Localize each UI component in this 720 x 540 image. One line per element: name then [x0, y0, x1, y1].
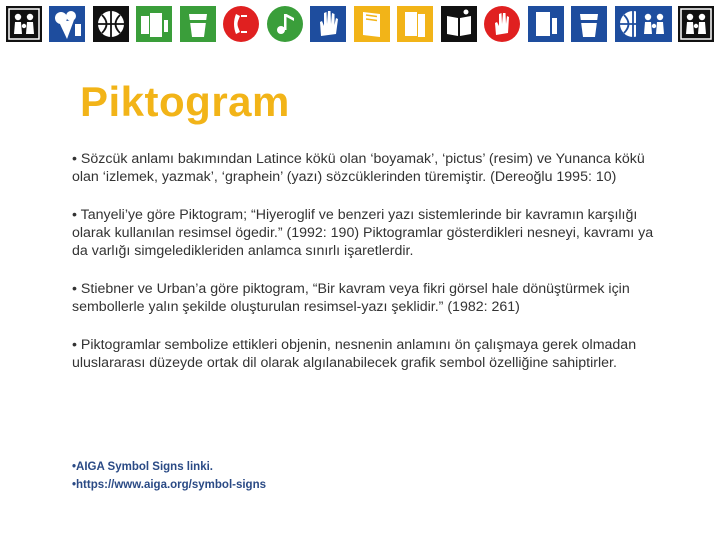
drink-cup-icon [180, 6, 216, 42]
aiga-link-label[interactable]: •AIGA Symbol Signs linki. [72, 461, 213, 473]
stop-hand-icon [310, 6, 346, 42]
bullet-item: • Sözcük anlamı bakımından Latince kökü olan ‘boyamak’, ‘pictus’ (resim) ve Yunanca kökü olan ‘izlemek, yazmak’, ‘graphein’ (yazı) sözcüklerinden türemiştir. (Dereoğlu 1995: 10) [72, 151, 645, 185]
drink-cup-icon [571, 6, 607, 42]
family-services-icon [636, 6, 672, 42]
book-icon [397, 6, 433, 42]
basketball-icon [93, 6, 129, 42]
page-title: Piktogram [80, 78, 290, 125]
reference-links [72, 458, 266, 494]
ice-cream-icon [49, 6, 85, 42]
phone-icon [223, 6, 259, 42]
family-services-icon [678, 6, 714, 42]
book-icon [354, 6, 390, 42]
family-services-icon [6, 6, 42, 42]
hand-pointer-icon [484, 6, 520, 42]
bullet-item: • Piktogramlar sembolize ettikleri objenin, nesnenin anlamını ön çalışmaya gerek olmadan uluslararası düzeyde ortak dil olarak algılanabilecek grafik sembol özelliğine sahiptirler. [72, 337, 637, 371]
tablet-icon [528, 6, 564, 42]
bullet-item: • Tanyeli’ye göre Piktogram; “Hiyeroglif ve benzeri yazı sistemlerinde bir kavramın karşılığı olarak kullanılan resimsel ögedir.” (1992: 190) Piktogramlar gösterdikleri nesneyi, kavramı ya da varlığı simgeledikleriden anlamca sınırlı işaretlerdir. [72, 207, 654, 259]
music-note-icon [267, 6, 303, 42]
pictogram-strip [6, 6, 714, 44]
bullet-list [72, 150, 672, 372]
door-exit-icon [136, 6, 172, 42]
bullet-item: • Stiebner ve Urban’a göre piktogram, “Bir kavram veya fikri görsel hale dönüştürmek için sembollerle yalın şekilde oluşturulan resimsel-yazı şeklidir.” (1982: 261) [72, 281, 630, 315]
aiga-url-link[interactable]: •https://www.aiga.org/symbol-signs [72, 479, 267, 491]
open-book-icon [441, 6, 477, 42]
